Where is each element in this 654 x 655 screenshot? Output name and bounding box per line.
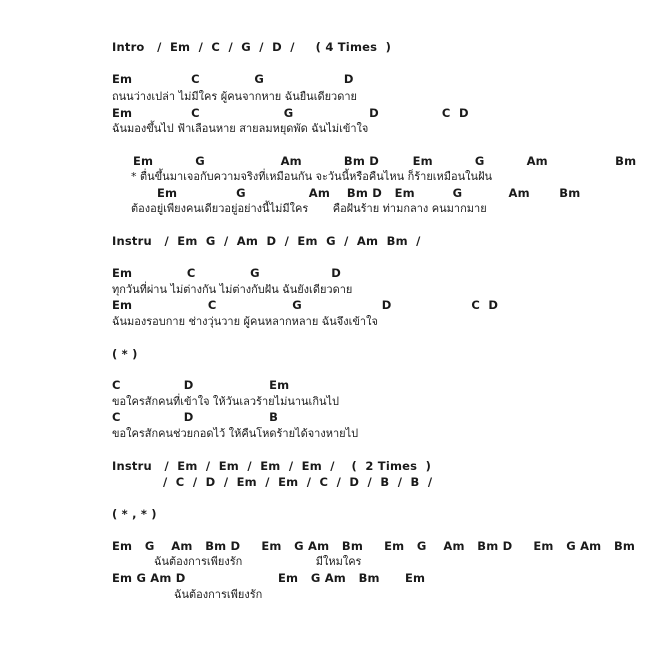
- bridge-lyric-line-1: ขอใครสักคนที่เข้าใจ ให้วันเลวร้ายไม่นานเกินไป: [112, 395, 340, 408]
- chorus-lyric-line-1: * ตื่นขึ้นมาเจอกับความจริงที่เหมือนกัน จะวันนี้หรือคืนไหน ก็ร้ายเหมือนในฝัน: [131, 170, 493, 183]
- instru-line-3: / C / D / Em / Em / C / D / B / B /: [163, 475, 433, 489]
- chorus-reference: ( * ): [112, 347, 138, 361]
- outro-lyric-line-2: ฉันต้องการเพียงรัก: [174, 588, 263, 601]
- chorus-chord-line-2: Em G Am Bm D Em G Am Bm: [157, 186, 581, 200]
- bridge-chord-line-2: C D B: [112, 410, 279, 424]
- intro-line: Intro / Em / C / G / D / ( 4 Times ): [112, 40, 392, 54]
- instru-line-2: Instru / Em / Em / Em / Em / ( 2 Times ): [112, 459, 432, 473]
- verse1-chord-line-1: Em C G D: [112, 72, 354, 86]
- verse1-lyric-line-1: ถนนว่างเปล่า ไม่มีใคร ผู้คนจากหาย ฉันยืนเดียวดาย: [112, 90, 357, 103]
- instru-line-1: Instru / Em G / Am D / Em G / Am Bm /: [112, 234, 421, 248]
- chorus-lyric-line-2: ต้องอยู่เพียงคนเดียวอยู่อย่างนี้ไม่มีใคร คือฝันร้าย ท่ามกลาง คนมากมาย: [131, 202, 487, 215]
- verse1-lyric-line-2: ฉันมองขึ้นไป ฟ้าเลือนหาย สายลมหยุดพัด ฉันไม่เข้าใจ: [112, 122, 369, 135]
- verse2-lyric-line-2: ฉันมองรอบกาย ช่างวุ่นวาย ผู้คนหลากหลาย ฉันจึงเข้าใจ: [112, 315, 378, 328]
- verse2-chord-line-2: Em C G D C D: [112, 298, 499, 312]
- verse2-chord-line-1: Em C G D: [112, 266, 342, 280]
- bridge-lyric-line-2: ขอใครสักคนช่วยกอดไว้ ให้คืนโหดร้ายได้จางหายไป: [112, 427, 359, 440]
- outro-chord-line-2: Em G Am D Em G Am Bm Em: [112, 571, 426, 585]
- outro-chord-line-1: Em G Am Bm D Em G Am Bm Em G Am Bm D Em G Am Bm: [112, 539, 636, 553]
- chorus-chord-line-1: Em G Am Bm D Em G Am Bm: [133, 154, 637, 168]
- verse2-lyric-line-1: ทุกวันที่ผ่าน ไม่ต่างกัน ไม่ต่างกับฝัน ฉันยังเดียวดาย: [112, 283, 353, 296]
- repeat-reference: ( * , * ): [112, 507, 157, 521]
- outro-lyric-line-1: ฉันต้องการเพียงรัก มีใหมใคร: [154, 555, 362, 568]
- verse1-chord-line-2: Em C G D C D: [112, 106, 469, 120]
- bridge-chord-line-1: C D Em: [112, 378, 290, 392]
